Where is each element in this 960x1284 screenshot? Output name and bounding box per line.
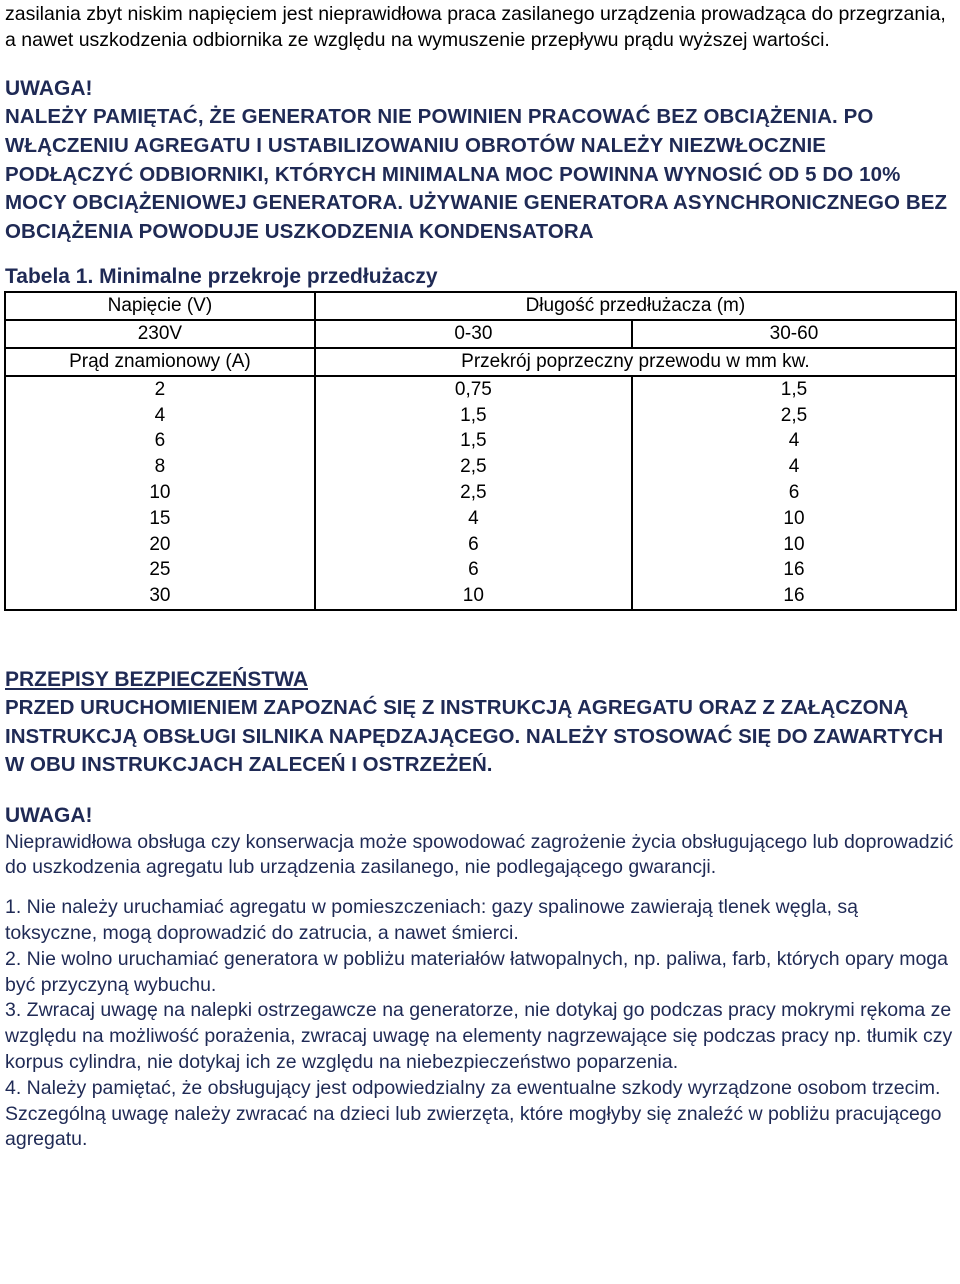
cell-30-60: 10 (632, 506, 956, 532)
cell-30-60: 16 (632, 557, 956, 583)
cell-0-30: 2,5 (315, 454, 632, 480)
list-item: 2. Nie wolno uruchamiać generatora w pobliżu materiałów łatwopalnych, np. paliwa, farb, których opary moga być przyczyną wybuchu. (5, 947, 948, 996)
warning-title: UWAGA! (5, 77, 93, 101)
header-current: Prąd znamionowy (A) (5, 348, 315, 376)
table-header-row (5, 292, 956, 320)
intro-paragraph: zasilania zbyt niskim napięciem jest nieprawidłowa praca zasilanego urządzenia prowadząca do przegrzania, a nawet uszkodzenia odbiornika ze względu na wymuszenie przepływu prądu wyższej wartości. (5, 3, 946, 51)
safety-rules-list (5, 895, 955, 1153)
document-page (5, 0, 955, 1153)
table-row (5, 583, 956, 610)
cell-0-30: 4 (315, 506, 632, 532)
cell-30-60: 10 (632, 532, 956, 558)
table-header-row (5, 320, 956, 348)
list-item: 4. Należy pamiętać, że obsługujący jest odpowiedzialny za ewentualne szkody wyrządzone osobom trzecim. Szczególną uwagę należy zwracać na dzieci lub zwierzęta, które mogłyby się znaleźć w pobliżu pracującego agregatu. (5, 1076, 942, 1151)
table-row (5, 403, 956, 429)
cell-current: 6 (5, 428, 315, 454)
list-item: 3. Zwracaj uwagę na nalepki ostrzegawcze na generatorze, nie dotykaj go podczas pracy mokrymi rękoma ze względu na możliwość porażenia, zwracaj uwagę na elementy nagrzewające się podczas pracy np. tłumik czy korpus cylindra, nie dotykaj ich ze względu na niebezpieczeństwo poparzenia. (5, 999, 953, 1073)
cell-0-30: 1,5 (315, 428, 632, 454)
cell-30-60: 2,5 (632, 403, 956, 429)
header-cross-section: Przekrój poprzeczny przewodu w mm kw. (315, 348, 956, 376)
table-row (5, 376, 956, 403)
cell-30-60: 4 (632, 454, 956, 480)
cell-0-30: 0,75 (315, 376, 632, 403)
header-range-0-30: 0-30 (315, 320, 632, 348)
cell-current: 4 (5, 403, 315, 429)
warning-title-2: UWAGA! (5, 803, 93, 827)
table-row (5, 480, 956, 506)
table-row (5, 532, 956, 558)
warning-text: NALEŻY PAMIĘTAĆ, ŻE GENERATOR NIE POWINIEN PRACOWAĆ BEZ OBCIĄŻENIA. PO WŁĄCZENIU AGREGATU I USTABILIZOWANIU OBROTÓW NALEŻY NIEZWŁOCZNIE PODŁĄCZYĆ ODBIORNIKI, KTÓRYCH MINIMALNA MOC POWINNA WYNOSIĆ OD 5 DO 10% MOCY OBCIĄŻENIOWEJ GENERATORA. UŻYWANIE GENERATORA ASYNCHRONICZNEGO BEZ OBCIĄŻENIA POWODUJE USZKODZENIA KONDENSATORA (5, 105, 948, 243)
extension-cord-table (4, 291, 957, 611)
table-row (5, 506, 956, 532)
cell-30-60: 1,5 (632, 376, 956, 403)
cell-0-30: 10 (315, 583, 632, 610)
cell-current: 20 (5, 532, 315, 558)
cell-0-30: 1,5 (315, 403, 632, 429)
header-230v: 230V (5, 320, 315, 348)
cell-current: 30 (5, 583, 315, 610)
header-range-30-60: 30-60 (632, 320, 956, 348)
warning-text-2: Nieprawidłowa obsługa czy konserwacja może spowodować zagrożenie życia obsługującego lub doprowadzić do uszkodzenia agregatu lub urządzenia zasilanego, nie podlegającego gwarancji. (5, 830, 954, 879)
cell-30-60: 16 (632, 583, 956, 610)
cell-30-60: 6 (632, 480, 956, 506)
table-row (5, 428, 956, 454)
header-length: Długość przedłużacza (m) (315, 292, 956, 320)
cell-0-30: 2,5 (315, 480, 632, 506)
table-row (5, 454, 956, 480)
table-row (5, 557, 956, 583)
table-caption: Tabela 1. Minimalne przekroje przedłużaczy (5, 265, 438, 289)
cell-30-60: 4 (632, 428, 956, 454)
cell-0-30: 6 (315, 557, 632, 583)
header-voltage: Napięcie (V) (5, 292, 315, 320)
safety-title: PRZEPISY BEZPIECZEŃSTWA (5, 667, 308, 691)
table-header-row (5, 348, 956, 376)
cell-current: 15 (5, 506, 315, 532)
cell-current: 8 (5, 454, 315, 480)
cell-current: 25 (5, 557, 315, 583)
cell-0-30: 6 (315, 532, 632, 558)
list-item: 1. Nie należy uruchamiać agregatu w pomieszczeniach: gazy spalinowe zawierają tlenek węgla, są toksyczne, mogą doprowadzić do zatrucia, a nawet śmierci. (5, 896, 859, 944)
cell-current: 2 (5, 376, 315, 403)
cell-current: 10 (5, 480, 315, 506)
safety-text: PRZED URUCHOMIENIEM ZAPOZNAĆ SIĘ Z INSTRUKCJĄ AGREGATU ORAZ Z ZAŁĄCZONĄ INSTRUKCJĄ OBSŁUGI SILNIKA NAPĘDZAJĄCEGO. NALEŻY STOSOWAĆ SIĘ DO ZAWARTYCH W OBU INSTRUKCJACH ZALECEŃ I OSTRZEŻEŃ. (5, 695, 944, 777)
